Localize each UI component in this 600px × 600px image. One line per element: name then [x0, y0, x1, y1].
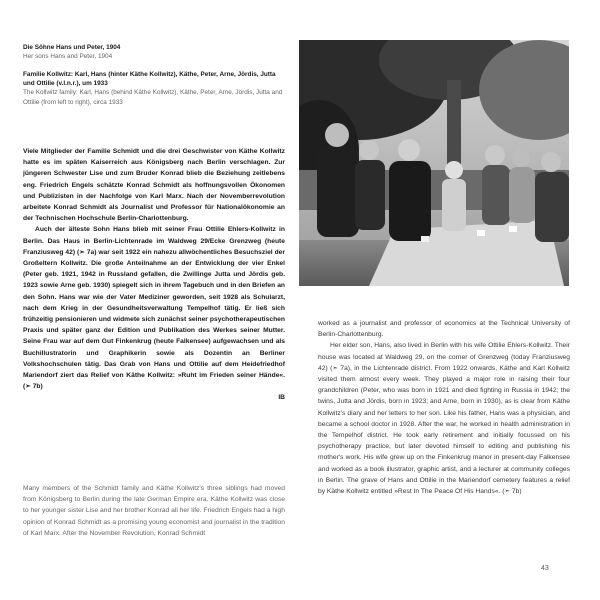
caption-family-en: The Kollwitz family: Karl, Hans (behind Käthe Kollwitz), Käthe, Peter, Arne, Jördis, Jutta and Ottilie (from left to right), circa 1933 — [23, 89, 283, 106]
caption-family-de: Familie Kollwitz: Karl, Hans (hinter Käthe Kollwitz), Käthe, Peter, Arne, Jördis, Jutta und Ottilie (v.l.n.r.), um 1933 — [23, 71, 276, 88]
english-text-left: Many members of the Schmidt family and Käthe Kollwitz's three siblings had moved from Königsberg to Berlin during the late German Empire era. Käthe Kollwitz was close to her younger sister Lise and her brother Konrad all her life. Friedrich Engels had a high opinion of Konrad Schmidt as a promising young economist and journalist in the tradition of Karl Marx. After the November Revolution, Konrad Schmidt — [23, 485, 285, 537]
caption-family — [23, 70, 285, 107]
english-paragraph-1: worked as a journalist and professor of economics at the Technical University of Berlin-Charlottenburg. — [318, 320, 570, 339]
page-number: 43 — [541, 565, 549, 572]
family-photo — [299, 40, 569, 286]
caption-sons — [23, 43, 285, 61]
german-paragraph-2: Auch der älteste Sohn Hans blieb mit seiner Frau Ottilie Ehlers-Kollwitz in Berlin. Das Haus in Berlin-Lichtenrade im Waldweg 29/Ecke Grenzweg (heute Franziusweg 42) (➣ 7a) war seit 1922 ein nahezu allwöchentliches Besuchsziel der Großeltern Kollwitz. Die große Anteilnahme an der Entwicklung der vier Enkel (Peter geb. 1921, 1942 in Russland gefallen, die Zwillinge Jutta und Jördis geb. 1923 sowie Arne geb. 1930) spiegelt sich in ihrem Tagebuch und in den Briefen an den Sohn. Hans war wie der Vater Mediziner geworden, seit 1928 als Schularzt, nach dem Krieg in der Gesundheitsverwaltung Tempelhof tätig. Er ließ sich frühzeitig pensionieren und widmete sich zunächst seiner psychotherapeutischen Praxis und später ganz der Edition und Publikation des Werkes seiner Mutter. Seine Frau war auf dem Gut Finkenkrug (heute Falkensee) aufgewachsen und als Buchillustratorin und Graphikerin sowie als Dozentin an Berliner Volkshochschulen tätig. Das Grab von Hans und Ottilie auf dem Heidefriedhof Mariendorf ziert das Relief von Käthe Kollwitz: »Ruht im Frieden seiner Hände«. (➣ 7b) — [23, 226, 285, 391]
german-body-text — [23, 146, 285, 404]
author-initials: IB — [278, 394, 285, 402]
german-paragraph-1: Viele Mitglieder der Familie Schmidt und die drei Geschwister von Käthe Kollwitz hatte es im späten Kaiserreich aus Königsberg nach Berlin verschlagen. Zur jüngeren Schwester Lise und zum Bruder Konrad blieb die Beziehung zeitlebens eng. Friedrich Engels schätzte Konrad Schmidt als hoffnungsvollen Ökonomen und Publizisten in der Nachfolge von Karl Marx. Nach der Novemberrevolution arbeitete Konrad Schmidt als Journalist und Professor für Nationalökonomie an der Technischen Hochschule Berlin-Charlottenburg. — [23, 148, 285, 223]
english-paragraph-2: Her elder son, Hans, also lived in Berlin with his wife Ottilie Ehlers-Kollwitz. Their house was located at Waldweg 29, on the corner of Grenzweg (today Franziusweg 42) (➣ 7a), in the Lichtenrade district. From 1922 onwards, Käthe and Karl Kollwitz visited them almost every week. They played a major role in raising their four grandchildren (Peter, who was born in 1921 and died fighting in Russia in 1942; the twins, Jutta and Jördis, born in 1923; and Arne, born in 1930), as is clear from Käthe Kollwitz's diary and her letters to her son. Like his father, Hans was a physician, and became a school doctor in 1928. After the war, he worked in health administration in the Tempelhof district. He took early retirement and initially focussed on his psychotherapy practice, but later devoted himself to editing and publishing his mother's work. His wife grew up on the Finkenkrug manor in present-day Falkensee and worked as a book illustrator, graphic artist, and a lecturer at community colleges in Berlin. The grave of Hans and Ottilie in the Mariendorf cemetery features a relief by Käthe Kollwitz entitled »Rest In The Peace Of His Hands«. (➣ 7b) — [318, 342, 570, 496]
caption-sons-de: Die Söhne Hans und Peter, 1904 — [23, 44, 121, 51]
caption-sons-en: Her sons Hans and Peter, 1904 — [23, 53, 113, 61]
english-text-right — [318, 318, 570, 497]
